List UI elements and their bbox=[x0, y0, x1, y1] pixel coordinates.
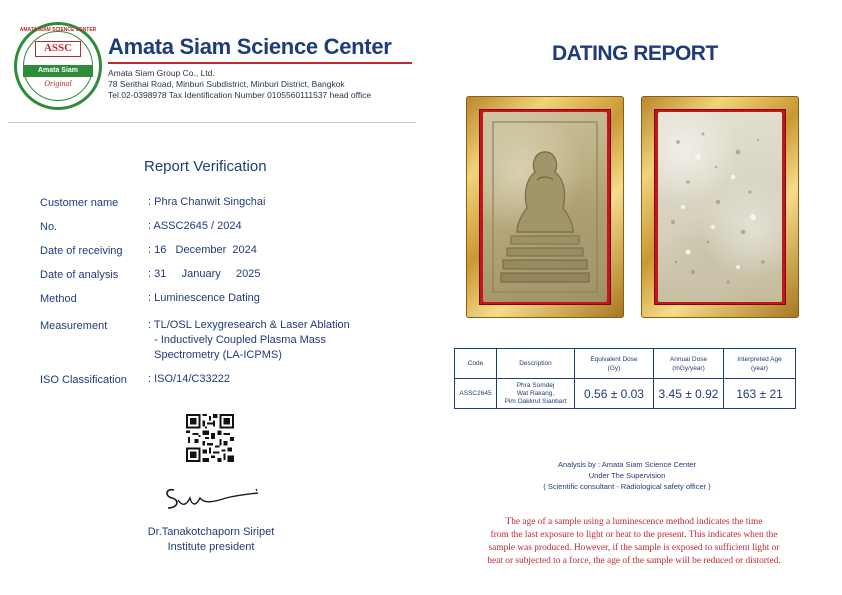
qr-code[interactable] bbox=[184, 412, 236, 464]
header-annual-dose-title: Annual Dose bbox=[669, 355, 708, 363]
label-measurement: Measurement bbox=[40, 320, 108, 332]
label-iso-classification: ISO Classification bbox=[40, 374, 127, 386]
amulet-front-photo bbox=[466, 96, 624, 318]
table-row bbox=[455, 379, 796, 409]
label-method: Method bbox=[40, 293, 77, 305]
value-measurement-line-1: : TL/OSL Lexygresearch & Laser Ablation bbox=[148, 319, 350, 331]
header-equivalent-dose bbox=[575, 349, 654, 379]
cell-description-line-2: Wat Rakang, bbox=[516, 389, 555, 397]
value-method: : Luminescence Dating bbox=[148, 292, 260, 304]
signatory-title: Institute president bbox=[167, 541, 255, 553]
logo-ring-text: AMATA SIAM SCIENCE CENTER bbox=[19, 27, 97, 33]
header-annual-dose bbox=[654, 349, 724, 379]
label-date-analysis: Date of analysis bbox=[40, 269, 119, 281]
company-name: Amata Siam Science Center bbox=[108, 34, 392, 59]
value-customer-name: : Phra Chanwit Singchai bbox=[148, 196, 266, 208]
value-measurement-line-2: - Inductively Coupled Plasma Mass bbox=[148, 334, 326, 346]
analysis-consultant: ( Scientific consultant - Radiological safety officer ) bbox=[543, 482, 711, 491]
verification-title: Report Verification bbox=[144, 158, 267, 175]
cell-code: ASSC2645 bbox=[455, 379, 497, 409]
header-divider bbox=[108, 62, 412, 64]
header-description: Description bbox=[497, 349, 575, 379]
cell-equivalent-dose: 0.56 ± 0.03 bbox=[575, 379, 654, 409]
signature bbox=[160, 482, 264, 516]
label-number: No. bbox=[40, 221, 58, 233]
address-line-1: Amata Siam Group Co., Ltd. bbox=[108, 68, 215, 78]
value-measurement-line-3: Spectrometry (LA-ICPMS) bbox=[148, 349, 282, 361]
amulet-back-photo bbox=[641, 96, 799, 318]
header-interpreted-age-title: Interpreted Age bbox=[737, 355, 782, 363]
table-header-row bbox=[455, 349, 796, 379]
note-line-2: from the last exposure to light or heat to the present. This indicates when the bbox=[490, 530, 778, 540]
amulet-texture-icon bbox=[658, 112, 782, 302]
analysis-by: Analysis by : Amata Siam Science Center bbox=[558, 460, 696, 469]
header-code: Code bbox=[455, 349, 497, 379]
report-title: DATING REPORT bbox=[552, 42, 718, 65]
header-interpreted-age-unit: (year) bbox=[751, 364, 768, 372]
address-line-3: Tel.02-0398978 Tax Identification Number 0105560111537 head office bbox=[108, 90, 372, 100]
buddha-relief-icon bbox=[483, 112, 607, 302]
section-divider bbox=[8, 122, 416, 123]
amulet-front-image bbox=[483, 112, 607, 302]
label-date-receiving: Date of receiving bbox=[40, 245, 123, 257]
header-equivalent-dose-title: Equivalent Dose bbox=[590, 355, 638, 363]
amulet-back-image bbox=[658, 112, 782, 302]
header-annual-dose-unit: (mGy/year) bbox=[672, 364, 705, 372]
cell-description-line-3: Pim Oakkrut Sianbart bbox=[504, 397, 567, 405]
note-line-3: sample was produced. However, if the sample is exposed to sufficient light or bbox=[488, 543, 780, 553]
note-line-4: heat or subjected to a force, the age of the sample will be reduced or distorted. bbox=[487, 556, 781, 566]
dating-results-table bbox=[454, 348, 796, 409]
header-equivalent-dose-unit: (Gy) bbox=[607, 364, 621, 372]
signature-icon bbox=[160, 482, 264, 516]
company-logo bbox=[14, 22, 102, 110]
signatory-name: Dr.Tanakotchaporn Siripet bbox=[147, 526, 275, 538]
cell-description-line-1: Phra Somdej bbox=[516, 381, 555, 389]
qr-code-icon bbox=[184, 412, 236, 464]
value-number: : ASSC2645 / 2024 bbox=[148, 220, 242, 232]
logo-band: Amata Siam bbox=[23, 65, 93, 77]
address-line-2: 78 Serithai Road, Minburi Subdistrict, Minburi District, Bangkok bbox=[108, 79, 345, 89]
note-line-1: The age of a sample using a luminescence method indicates the time bbox=[505, 517, 763, 527]
label-customer-name: Customer name bbox=[40, 197, 119, 209]
cell-description bbox=[497, 379, 575, 409]
cell-annual-dose: 3.45 ± 0.92 bbox=[654, 379, 724, 409]
analysis-supervision: Under The Supervision bbox=[588, 471, 666, 480]
logo-abbr: ASSC bbox=[35, 41, 81, 57]
disclaimer-note bbox=[442, 516, 826, 568]
cell-interpreted-age: 163 ± 21 bbox=[724, 379, 796, 409]
logo-script: Original bbox=[44, 79, 72, 88]
value-date-analysis: : 31 January 2025 bbox=[148, 268, 261, 280]
value-iso-classification: : ISO/14/C33222 bbox=[148, 373, 230, 385]
value-date-receiving: : 16 December 2024 bbox=[148, 244, 257, 256]
header-interpreted-age bbox=[724, 349, 796, 379]
